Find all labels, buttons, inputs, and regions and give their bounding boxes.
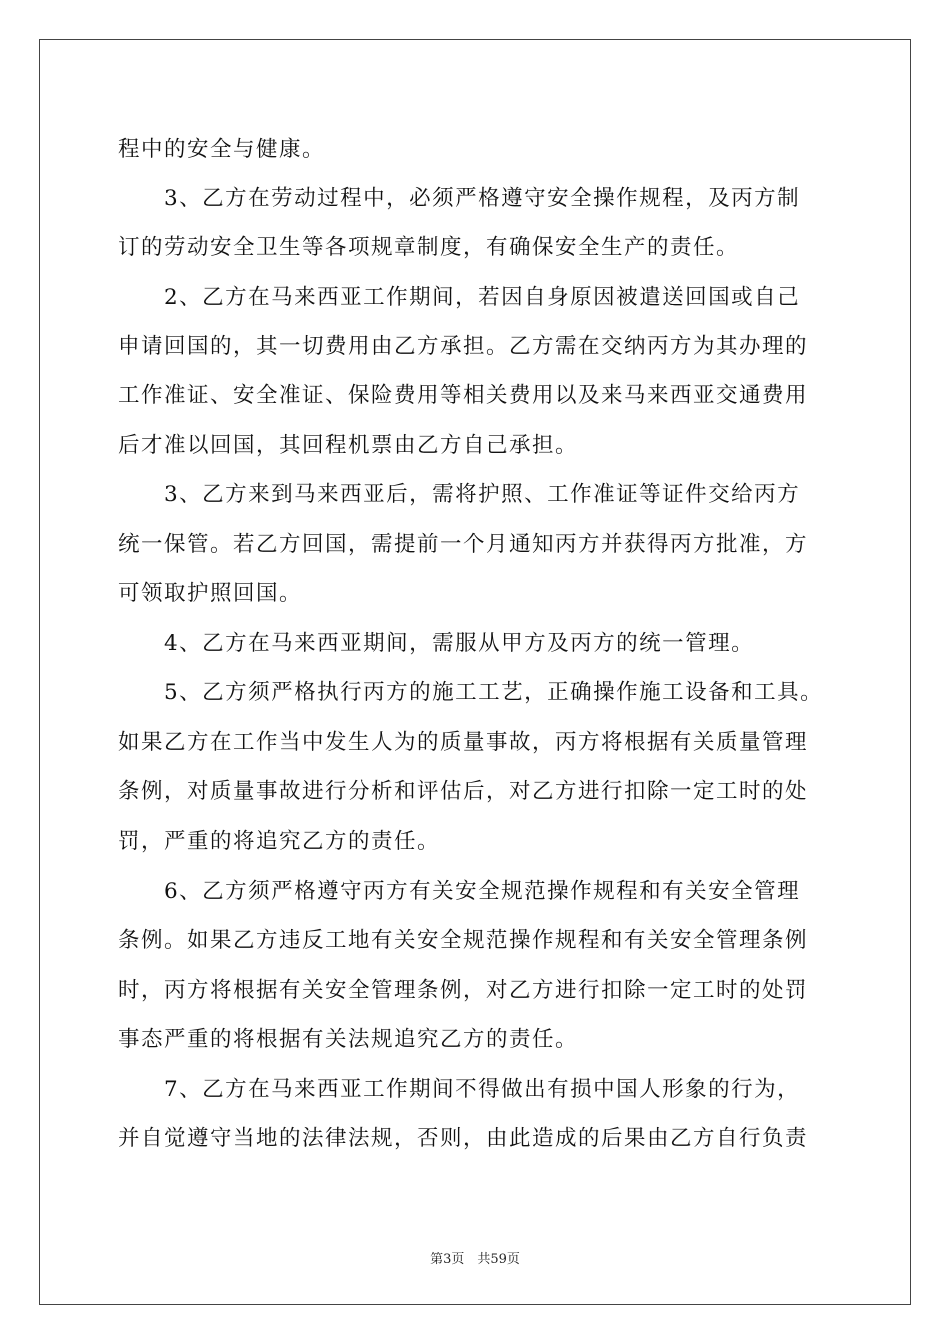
text-line-17: 条例。如果乙方违反工地有关安全规范操作规程和有关安全管理条例 <box>118 928 809 953</box>
text-line-21: 并自觉遵守当地的法律法规，否则，由此造成的后果由乙方自行负责 <box>118 1126 809 1151</box>
text-line-16: 6、乙方须严格遵守丙方有关安全规范操作规程和有关安全管理 <box>164 879 801 904</box>
text-line-5: 申请回国的，其一切费用由乙方承担。乙方需在交纳丙方为其办理的 <box>118 334 809 359</box>
text-line-14: 条例，对质量事故进行分析和评估后，对乙方进行扣除一定工时的处 <box>118 779 809 804</box>
text-line-20: 7、乙方在马来西亚工作期间不得做出有损中国人形象的行为， <box>164 1077 801 1102</box>
text-line-11: 4、乙方在马来西亚期间，需服从甲方及丙方的统一管理。 <box>164 631 755 656</box>
text-line-15: 罚，严重的将追究乙方的责任。 <box>118 829 441 854</box>
page-frame <box>39 39 911 1305</box>
text-line-19: 事态严重的将根据有关法规追究乙方的责任。 <box>118 1027 579 1052</box>
text-line-7: 后才准以回国，其回程机票由乙方自己承担。 <box>118 433 579 458</box>
text-line-9: 统一保管。若乙方回国，需提前一个月通知丙方并获得丙方批准，方 <box>118 532 809 557</box>
text-line-2: 3、乙方在劳动过程中，必须严格遵守安全操作规程，及丙方制 <box>164 186 801 211</box>
page-number-footer: 第3页 共59页 <box>430 1252 520 1267</box>
text-line-6: 工作准证、安全准证、保险费用等相关费用以及来马来西亚交通费用 <box>118 383 809 408</box>
text-line-8: 3、乙方来到马来西亚后，需将护照、工作准证等证件交给丙方 <box>164 482 801 507</box>
text-line-13: 如果乙方在工作当中发生人为的质量事故，丙方将根据有关质量管理 <box>118 730 809 755</box>
text-line-18: 时，丙方将根据有关安全管理条例，对乙方进行扣除一定工时的处罚 <box>118 978 809 1003</box>
text-line-4: 2、乙方在马来西亚工作期间，若因自身原因被遣送回国或自己 <box>164 285 801 310</box>
text-line-10: 可领取护照回国。 <box>118 581 303 606</box>
text-line-1: 程中的安全与健康。 <box>118 137 326 162</box>
text-line-3: 订的劳动安全卫生等各项规章制度，有确保安全生产的责任。 <box>118 235 740 260</box>
text-line-12: 5、乙方须严格执行丙方的施工工艺，正确操作施工设备和工具。 <box>164 680 824 705</box>
